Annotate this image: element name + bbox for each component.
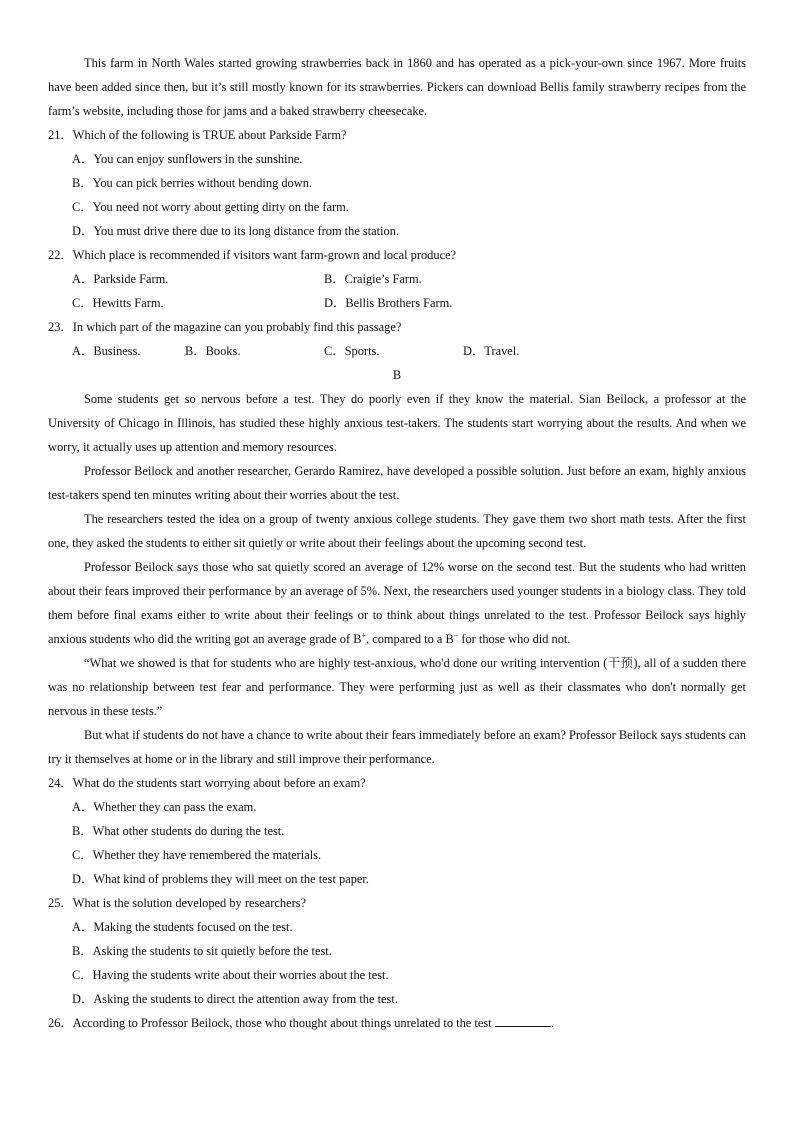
paragraph-text: for those who did not. [458,632,571,646]
option-b: B．You can pick berries without bending down. [72,176,312,190]
passage-b-paragraph-4 [48,555,746,651]
option-b: B．Asking the students to sit quietly before the test. [72,944,332,958]
option-a: A．Parkside Farm. [72,272,169,286]
option-a: A．Making the students focused on the test. [72,920,293,934]
option-c: C．Whether they have remembered the materials. [72,848,322,862]
question-stem: 21．Which of the following is TRUE about Parkside Farm? [48,128,347,142]
option-c: C．Having the students write about their worries about the test. [72,968,389,982]
option-b: B．Craigie’s Farm. [324,272,422,286]
question-25 [48,891,746,1011]
option-row [48,291,746,315]
exam-page [48,51,746,1035]
question-stem: 24．What do the students start worrying about before an exam? [48,776,366,790]
question-end: . [550,1016,554,1030]
question-stem: 25．What is the solution developed by researchers? [48,896,307,910]
option-a: A．You can enjoy sunflowers in the sunshine. [72,152,303,166]
passage-b-paragraph-5: “What we showed is that for students who are highly test-anxious, who'd done our writing intervention (干预), all of a sudden there was no relationship between test fear and performance. They were performing just as well as their classmates who don't normally get nervous in these tests.” [48,656,746,718]
option-c: C．Hewitts Farm. [72,296,164,310]
option-row [48,267,746,291]
question-stem: 22．Which place is recommended if visitors want farm-grown and local produce? [48,248,457,262]
option-c: C．Sports. [324,344,380,358]
section-label: B [392,368,402,382]
grade-plus-sign: + [361,630,366,640]
question-text: 26．According to Professor Beilock, those who thought about things unrelated to the test [48,1016,492,1030]
option-c: C．You need not worry about getting dirty on the farm. [72,200,349,214]
passage-b-paragraph-6: But what if students do not have a chance to write about their fears immediately before an exam? Professor Beilock says students can try it themselves at home or in the library and still improve their performance. [48,728,746,766]
passage-b-paragraph-2: Professor Beilock and another researcher, Gerardo Ramirez, have developed a possible solution. Just before an exam, highly anxious test-takers spend ten minutes writing about their worries about the test. [48,464,746,502]
paragraph-text: , compared to a B [366,632,454,646]
option-row [48,339,746,363]
option-d: D．Travel. [463,344,520,358]
option-a: A．Business. [72,344,141,358]
question-stem [48,1011,746,1035]
question-23 [48,315,746,363]
passage-b-paragraph-1: Some students get so nervous before a test. They do poorly even if they know the material. Sian Beilock, a professor at the University of Chicago in Illinois, has studied these highly anxious test-takers. The students start worrying about the results. And when we worry, it actually uses up attention and memory resources. [48,392,746,454]
question-stem: 23．In which part of the magazine can you probably find this passage? [48,320,402,334]
option-b: B．Books. [185,344,241,358]
passage-b-paragraph-3: The researchers tested the idea on a group of twenty anxious college students. They gave them two short math tests. After the first one, they asked the students to either sit quietly or write about their feelings about the upcoming second test. [48,512,746,550]
question-21 [48,123,746,243]
question-26 [48,1011,746,1035]
intro-paragraph: This farm in North Wales started growing strawberries back in 1860 and has operated as a pick-your-own since 1967. More fruits have been added since then, but it’s still mostly known for its strawberries. Pickers can download Bellis family strawberry recipes from the farm’s website, including those for jams and a baked strawberry cheesecake. [48,56,746,118]
option-d: D．You must drive there due to its long distance from the station. [72,224,400,238]
option-d: D．What kind of problems they will meet on the test paper. [72,872,369,886]
question-24 [48,771,746,891]
grade-minus-sign: − [453,630,459,640]
option-d: D．Bellis Brothers Farm. [324,296,453,310]
option-a: A．Whether they can pass the exam. [72,800,257,814]
option-b: B．What other students do during the test. [72,824,285,838]
option-d: D．Asking the students to direct the attention away from the test. [72,992,398,1006]
answer-blank [495,1014,551,1027]
paragraph-text: Professor Beilock says those who sat quietly scored an average of 12% worse on the second test. But the students who had written about their fears improved their performance by an average of 5%. Next, the researchers used younger students in a biology class. They told them before final exams either to write about their feelings or to think about things unrelated to the test. Professor Beilock says highly anxious students who did the writing got an average grade of B [48,560,746,646]
question-22 [48,243,746,315]
